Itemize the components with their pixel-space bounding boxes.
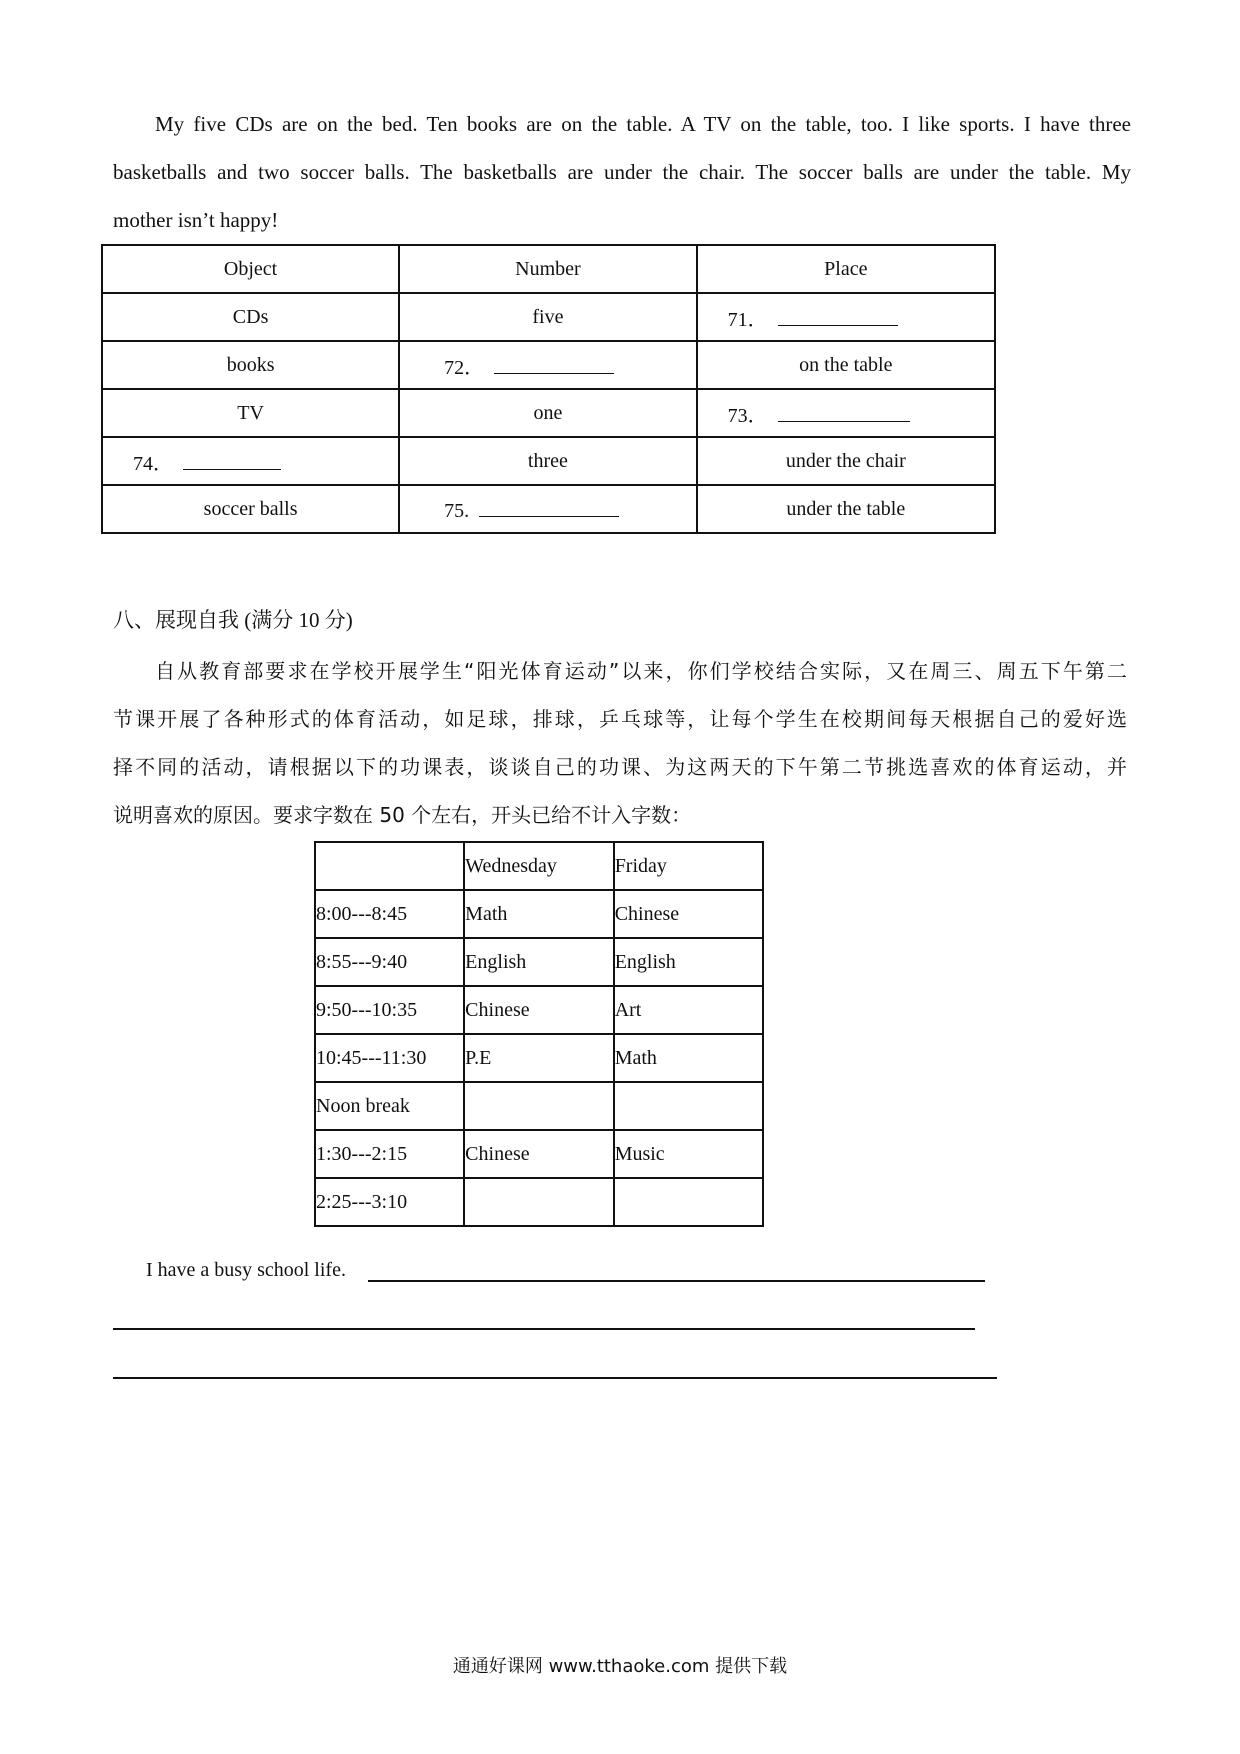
cell-object: CDs — [102, 293, 399, 341]
cell-place: under the table — [697, 485, 995, 533]
cell-friday: Math — [614, 1034, 763, 1082]
table-row — [102, 437, 995, 485]
timetable — [314, 841, 764, 1227]
cell-number-blank[interactable] — [399, 341, 696, 389]
writing-line-1[interactable] — [368, 1280, 985, 1282]
header-friday: Friday — [614, 842, 763, 890]
cell-time: Noon break — [315, 1082, 464, 1130]
instruction-line-1: 自从教育部要求在学校开展学生“阳光体育运动”以来，你们学校结合实际，又在周三、周五下午第二 — [155, 659, 1127, 683]
cell-wednesday: Chinese — [464, 1130, 614, 1178]
cell-object-blank[interactable] — [102, 437, 399, 485]
cell-wednesday — [464, 1178, 614, 1226]
cell-number: three — [399, 437, 696, 485]
answer-blank-73[interactable] — [778, 401, 910, 422]
header-object: Object — [102, 245, 399, 293]
table-row — [315, 890, 763, 938]
question-number: 73． — [727, 404, 768, 427]
header-wednesday: Wednesday — [464, 842, 614, 890]
cell-time: 8:00---8:45 — [315, 890, 464, 938]
instruction-line-3: 择不同的活动，请根据以下的功课表，谈谈自己的功课、为这两天的下午第二节挑选喜欢的体育运动，并 — [113, 755, 1127, 779]
writing-start: I have a busy school life. — [146, 1259, 346, 1281]
header-number: Number — [399, 245, 696, 293]
question-number: 74． — [133, 452, 173, 475]
answer-blank-71[interactable] — [778, 305, 898, 326]
question-number: 71． — [727, 308, 768, 331]
cell-friday — [614, 1082, 763, 1130]
section-title: 八、展现自我 (满分 10 分) — [113, 608, 353, 632]
table-row — [102, 293, 995, 341]
cell-object: TV — [102, 389, 399, 437]
passage-line-1: My five CDs are on the bed. Ten books are on the table. A TV on the table, too. I like sports. I have three — [155, 112, 1131, 136]
instruction-line-4: 说明喜欢的原因。要求字数在 50 个左右，开头已给不计入字数： — [113, 803, 692, 827]
table-row — [102, 341, 995, 389]
instruction-line-2: 节课开展了各种形式的体育活动，如足球，排球，乒乓球等，让每个学生在校期间每天根据自己的爱好选 — [113, 707, 1127, 731]
cell-wednesday: P.E — [464, 1034, 614, 1082]
cell-wednesday: Math — [464, 890, 614, 938]
table-row — [315, 1082, 763, 1130]
table-header-row — [102, 245, 995, 293]
answer-blank-74[interactable] — [183, 449, 281, 470]
cell-time: 2:25---3:10 — [315, 1178, 464, 1226]
cell-wednesday: Chinese — [464, 986, 614, 1034]
cell-wednesday — [464, 1082, 614, 1130]
cell-friday: Music — [614, 1130, 763, 1178]
cell-object: soccer balls — [102, 485, 399, 533]
header-place: Place — [697, 245, 995, 293]
object-place-table — [101, 244, 996, 534]
passage-line-3: mother isn’t happy! — [113, 208, 279, 232]
cell-place-blank[interactable] — [697, 389, 995, 437]
answer-blank-75[interactable] — [479, 496, 619, 517]
question-number: 72． — [444, 356, 485, 379]
cell-number: one — [399, 389, 696, 437]
table-row — [315, 1034, 763, 1082]
cell-place: under the chair — [697, 437, 995, 485]
writing-line-2[interactable] — [113, 1328, 975, 1330]
cell-friday — [614, 1178, 763, 1226]
timetable-header-row — [315, 842, 763, 890]
cell-friday: English — [614, 938, 763, 986]
cell-time: 1:30---2:15 — [315, 1130, 464, 1178]
passage-line-2: basketballs and two soccer balls. The basketballs are under the chair. The soccer balls are under the table. My — [113, 160, 1131, 184]
cell-place: on the table — [697, 341, 995, 389]
writing-line-3[interactable] — [113, 1377, 997, 1379]
cell-time: 9:50---10:35 — [315, 986, 464, 1034]
footer-credit: 通通好课网 www.tthaoke.com 提供下载 — [452, 1656, 788, 1677]
cell-friday: Art — [614, 986, 763, 1034]
cell-time: 10:45---11:30 — [315, 1034, 464, 1082]
cell-number-blank[interactable] — [399, 485, 696, 533]
cell-place-blank[interactable] — [697, 293, 995, 341]
cell-time: 8:55---9:40 — [315, 938, 464, 986]
cell-wednesday: English — [464, 938, 614, 986]
table-row — [315, 938, 763, 986]
header-time — [315, 842, 464, 890]
cell-number: five — [399, 293, 696, 341]
cell-friday: Chinese — [614, 890, 763, 938]
table-row — [102, 485, 995, 533]
table-row — [315, 986, 763, 1034]
cell-object: books — [102, 341, 399, 389]
table-row — [102, 389, 995, 437]
question-number: 75. — [444, 499, 470, 522]
table-row — [315, 1130, 763, 1178]
answer-blank-72[interactable] — [494, 353, 614, 374]
table-row — [315, 1178, 763, 1226]
